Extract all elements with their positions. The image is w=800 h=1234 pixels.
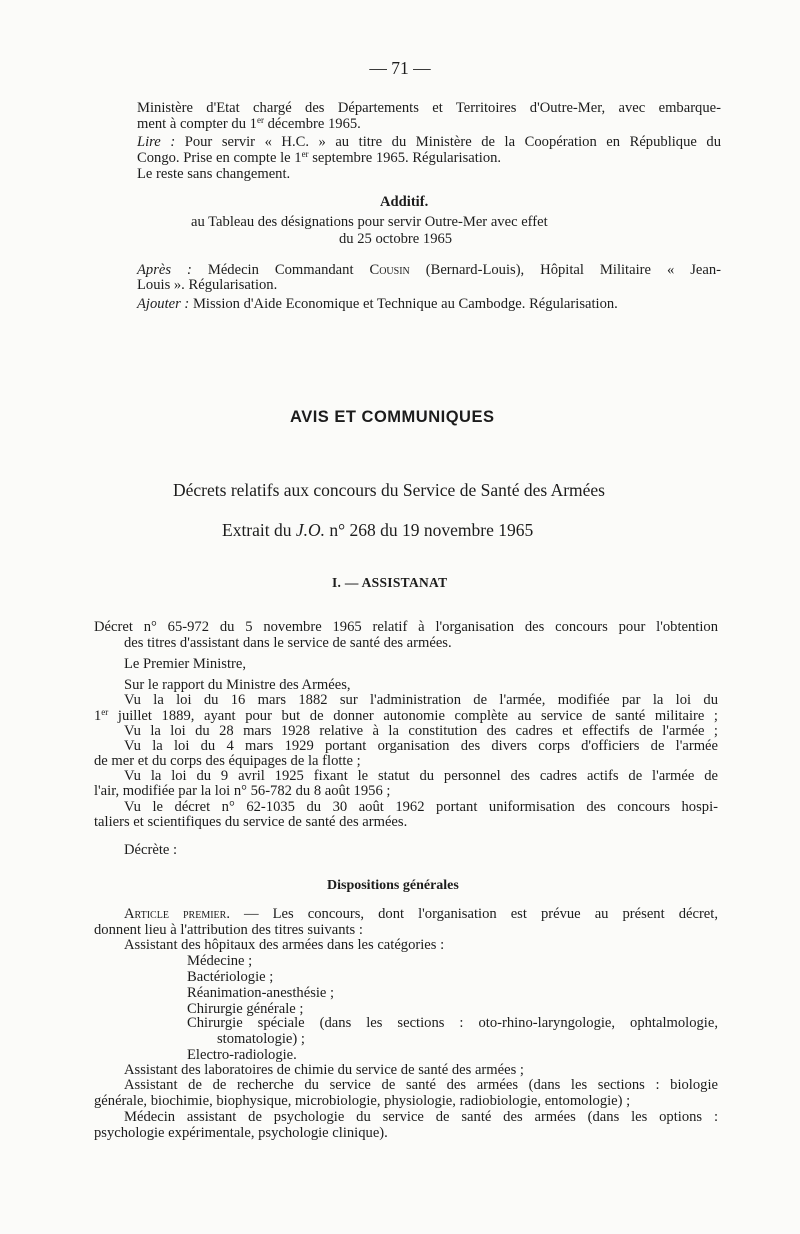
apres-label: Après : [137,262,192,278]
decret-line-1: Décret n° 65-972 du 5 novembre 1965 relatif à l'organisation des concours pour l'obtention [94,619,718,635]
recherche-line-2: générale, biochimie, biophysique, microbiologie, physiologie, radiobiologie, entomologie) ; [94,1093,631,1109]
article-label: Article premier. [124,906,230,922]
lire-sup: er [301,149,309,159]
vu2-line: Vu la loi du 28 mars 1928 relative à la constitution des cadres et effectifs de l'armée ; [124,723,718,739]
extrait-text-end: n° 268 du 19 novembre 1965 [325,520,534,540]
category-item: Chirurgie générale ; [187,1001,304,1017]
labo-line: Assistant des laboratoires de chimie du service de santé des armées ; [124,1062,524,1078]
assistant-hopitaux: Assistant des hôpitaux des armées dans les catégories : [124,937,445,953]
lire-line-2 [137,150,501,166]
additif-title: Additif. [380,194,429,210]
psycho-line-1: Médecin assistant de psychologie du service de santé des armées (dans les options : [124,1109,718,1125]
ajouter-text: Mission d'Aide Economique et Technique au Cambodge. Régularisation. [189,296,618,312]
vu1-sup: er [101,707,109,717]
top-line-2 [137,116,361,132]
vu1-num: 1 [94,708,102,724]
decret-line-2: des titres d'assistant dans le service de santé des armées. [124,635,452,651]
vu3-line-1: Vu la loi du 4 mars 1929 portant organisation des divers corps d'officiers de l'armée [124,738,718,754]
apres-text-end: (Bernard-Louis), Hôpital Militaire « Jean- [409,262,721,278]
vu3-line-2: de mer et du corps des équipages de la flotte ; [94,753,361,769]
article-line-1 [124,906,718,922]
extrait-line [222,522,533,538]
category-item: Médecine ; [187,953,253,969]
category-item: Réanimation-anesthésie ; [187,985,335,1001]
dispositions-title: Dispositions générales [327,878,459,893]
avis-title: AVIS ET COMMUNIQUES [290,408,495,426]
rapport-line: Sur le rapport du Ministre des Armées, [124,677,351,693]
apres-line-1 [137,262,721,278]
psycho-line-2: psychologie expérimentale, psychologie clinique). [94,1125,388,1141]
vu1-line-1: Vu la loi du 16 mars 1882 sur l'administration de l'armée, modifiée par la loi du [124,692,718,708]
apres-name: Cousin [369,262,410,278]
ajouter-line [137,296,618,312]
vu4-line-2: l'air, modifiée par la loi n° 56-782 du 8 août 1956 ; [94,783,391,799]
article-line-2: donnent lieu à l'attribution des titres suivants : [94,922,363,938]
top-line-1: Ministère d'Etat chargé des Départements et Territoires d'Outre-Mer, avec embarque- [137,100,721,116]
electro-radiologie: Electro-radiologie. [187,1047,297,1063]
additif-sub-1: au Tableau des désignations pour servir Outre-Mer avec effet [191,214,548,230]
ajouter-label: Ajouter : [137,296,190,312]
decrets-title: Décrets relatifs aux concours du Service de Santé des Armées [173,480,605,500]
chirurgie-speciale-line-1: Chirurgie spéciale (dans les sections : oto-rhino-laryngologie, ophtalmologie, [187,1015,718,1031]
article-text: — Les concours, dont l'organisation est prévue au présent décret, [229,906,718,922]
lire-line-1 [137,134,721,150]
premier-ministre: Le Premier Ministre, [124,656,246,672]
vu5-line-2: taliers et scientifiques du service de santé des armées. [94,814,408,830]
reste-line: Le reste sans changement. [137,166,291,182]
category-item: Bactériologie ; [187,969,274,985]
apres-line-2: Louis ». Régularisation. [137,277,278,293]
top-line-2-end: décembre 1965. [263,116,361,132]
chirurgie-speciale-line-2: stomatologie) ; [217,1031,305,1047]
vu5-line-1: Vu le décret n° 62-1035 du 30 août 1962 portant uniformisation des concours hospi- [124,799,718,815]
section-assistanat: I. — ASSISTANAT [332,575,448,590]
lire-label: Lire : [137,134,176,150]
lire-text-2-end: septembre 1965. Régularisation. [308,150,502,166]
decrete-line: Décrète : [124,842,178,858]
vu1-text: juillet 1889, ayant pour but de donner autonomie complète au service de santé militaire ; [108,708,718,724]
apres-text: Médecin Commandant [191,262,370,278]
extrait-text: Extrait du [222,520,296,540]
vu1-line-2 [94,708,718,724]
top-line-2-text: ment à compter du 1 [137,116,257,132]
vu4-line-1: Vu la loi du 9 avril 1925 fixant le statut du personnel des cadres actifs de l'armée de [124,768,718,784]
additif-sub-2: du 25 octobre 1965 [339,231,453,247]
lire-text-2: Congo. Prise en compte le 1 [137,150,302,166]
extrait-jo: J.O. [295,520,326,540]
lire-text-1: Pour servir « H.C. » au titre du Ministère de la Coopération en République du [175,134,722,150]
page-number: — 71 — [369,58,431,78]
recherche-line-1: Assistant de de recherche du service de santé des armées (dans les sections : biologie [124,1077,718,1093]
top-line-2-sup: er [256,115,264,125]
